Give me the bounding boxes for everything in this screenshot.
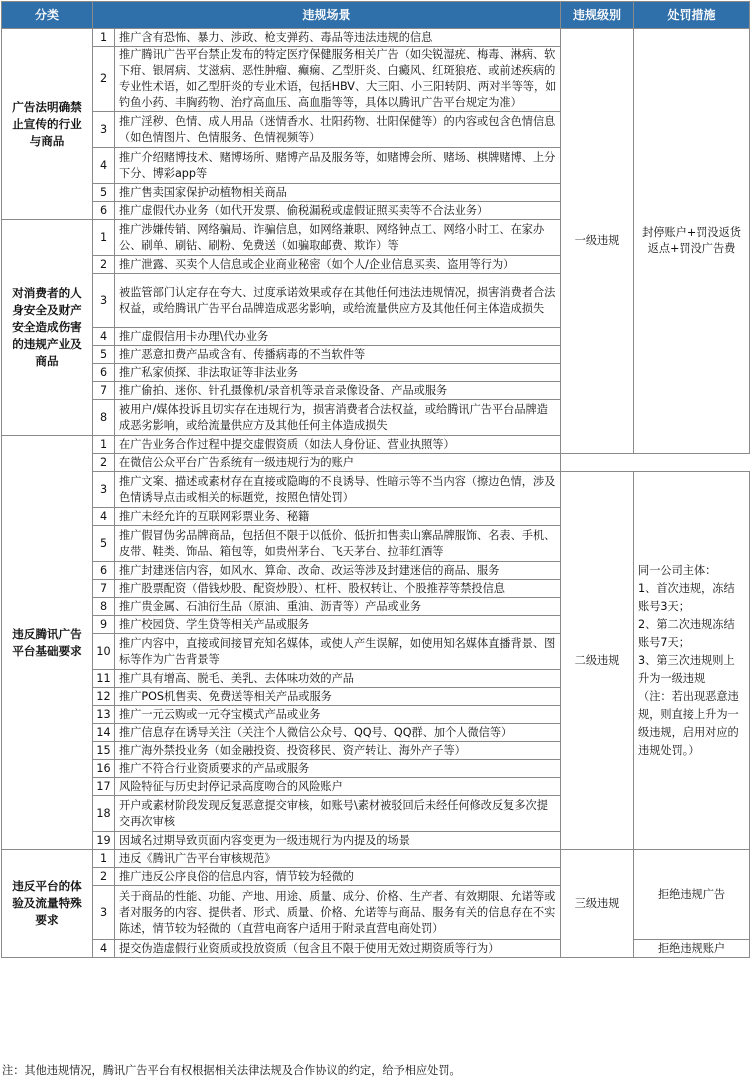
row-number: 19 xyxy=(93,832,115,850)
scenario-cell: 推广虚假代办业务（如代开发票、偷税漏税或虚假证照买卖等不合法业务） xyxy=(115,202,561,220)
row-number: 12 xyxy=(93,688,115,706)
row-number: 3 xyxy=(93,274,115,328)
row-number: 4 xyxy=(93,328,115,346)
row-number: 4 xyxy=(93,940,115,958)
row-number: 2 xyxy=(93,47,115,112)
scenario-cell: 推广虚假信用卡办理\代办业务 xyxy=(115,328,561,346)
scenario-cell: 推广假冒伪劣品牌商品，包括但不限于以低价、低折扣售卖山寨品牌服饰、名表、手机、皮带、鞋类、饰品、箱包等，如贵州茅台、飞天茅台、拉菲红酒等 xyxy=(115,526,561,562)
row-number: 10 xyxy=(93,634,115,670)
row-number: 6 xyxy=(93,364,115,382)
scenario-cell: 开户或素材阶段发现反复恶意提交审核，如账号\素材被驳回后未经任何修改反复多次提交再次审核 xyxy=(115,796,561,832)
table-row xyxy=(2,472,750,508)
penalty-cell: 同一公司主体： 1、首次违规，冻结账号3天； 2、第二次违规冻结账号7天； 3、第三次违规则上升为一级违规 （注：若出现恶意违规，则直接上升为一级违规，启用对应的违规处罚。） xyxy=(634,472,750,850)
category-cell: 对消费者的人身安全及财产安全造成伤害的违规产业及商品 xyxy=(2,220,93,436)
scenario-cell: 因域名过期导致页面内容变更为一级违规行为内提及的场景 xyxy=(115,832,561,850)
table-body xyxy=(2,29,750,958)
category-cell: 违反腾讯广告平台基础要求 xyxy=(2,436,93,850)
scenario-cell: 推广私家侦探、非法取证等非法业务 xyxy=(115,364,561,382)
penalty-cell: 拒绝违规广告 xyxy=(634,850,750,940)
row-number: 8 xyxy=(93,598,115,616)
scenario-cell: 在广告业务合作过程中提交虚假资质（如法人身份证、营业执照等） xyxy=(115,436,561,454)
row-number: 1 xyxy=(93,850,115,868)
row-number: 4 xyxy=(93,508,115,526)
scenario-cell: 在微信公众平台广告系统有一级违规行为的账户 xyxy=(115,454,561,472)
scenario-cell: 推广不符合行业资质要求的产品或服务 xyxy=(115,760,561,778)
scenario-cell: 被监管部门认定存在夸大、过度承诺效果或存在其他任何违法违规情况，损害消费者合法权益，或给腾讯广告平台品牌造成恶劣影响，或给流量供应方及其他任何主体造成损失 xyxy=(115,274,561,328)
scenario-cell: 风险特征与历史封停记录高度吻合的风险账户 xyxy=(115,778,561,796)
scenario-cell: 推广含有恐怖、暴力、涉政、枪支弹药、毒品等违法违规的信息 xyxy=(115,29,561,47)
scenario-cell: 推广封建迷信内容，如风水、算命、改命、改运等涉及封建迷信的商品、服务 xyxy=(115,562,561,580)
scenario-cell: 推广内容中，直接或间接冒充知名媒体，或使人产生误解，如使用知名媒体直播背景、图标等作为广告背景等 xyxy=(115,634,561,670)
row-number: 15 xyxy=(93,742,115,760)
scenario-cell: 推广介绍赌博技术、赌博场所、赌博产品及服务等，如赌博会所、赌场、棋牌赌博、上分下分、博彩app等 xyxy=(115,148,561,184)
row-number: 17 xyxy=(93,778,115,796)
scenario-cell: 推广淫秽、色情、成人用品（迷情香水、壮阳药物、壮阳保健等）的内容或包含色情信息（如色情图片、色情服务、色情视频等） xyxy=(115,112,561,148)
row-number: 7 xyxy=(93,382,115,400)
row-number: 5 xyxy=(93,184,115,202)
row-number: 2 xyxy=(93,454,115,472)
scenario-cell: 推广售卖国家保护动植物相关商品 xyxy=(115,184,561,202)
scenario-cell: 推广违反公序良俗的信息内容，情节较为轻微的 xyxy=(115,868,561,886)
violation-level-cell: 三级违规 xyxy=(561,850,634,958)
scenario-cell: 推广文案、描述或素材存在直接或隐晦的不良诱导、性暗示等不当内容（擦边色情，涉及色情诱导点击或相关的标题党，按照色情处罚） xyxy=(115,472,561,508)
table-header-row xyxy=(2,2,750,29)
scenario-cell: 推广泄露、买卖个人信息或企业商业秘密（如个人/企业信息买卖、盗用等行为） xyxy=(115,256,561,274)
row-number: 16 xyxy=(93,760,115,778)
row-number: 6 xyxy=(93,562,115,580)
violation-level-cell: 一级违规 xyxy=(561,29,634,454)
row-number: 2 xyxy=(93,256,115,274)
header-scenario: 违规场景 xyxy=(93,2,561,29)
row-number: 8 xyxy=(93,400,115,436)
category-cell: 广告法明确禁止宣传的行业与商品 xyxy=(2,29,93,220)
row-number: 11 xyxy=(93,670,115,688)
header-category: 分类 xyxy=(2,2,93,29)
row-number: 3 xyxy=(93,886,115,940)
category-cell: 违反平台的体验及流量特殊要求 xyxy=(2,850,93,958)
row-number: 1 xyxy=(93,436,115,454)
row-number: 4 xyxy=(93,148,115,184)
scenario-cell: 推广信息存在诱导关注（关注个人微信公众号、QQ号、QQ群、加个人微信等） xyxy=(115,724,561,742)
row-number: 3 xyxy=(93,112,115,148)
penalty-cell: 拒绝违规账户 xyxy=(634,940,750,958)
row-number: 18 xyxy=(93,796,115,832)
row-number: 5 xyxy=(93,526,115,562)
scenario-cell: 推广贵金属、石油衍生品（原油、重油、沥青等）产品或业务 xyxy=(115,598,561,616)
scenario-cell: 推广腾讯广告平台禁止发布的特定医疗保健服务相关广告（如尖锐湿疣、梅毒、淋病、软下疳、银屑病、艾滋病、恶性肿瘤、癫痫、乙型肝炎、白癜风、红斑狼疮、或前述疾病的专业性术语，如乙型肝炎的专业术语，包括HBV、大三阳、小三阳转阴、两对半等等，如钓鱼小药、丰胸药物、治疗高血压、高血脂等等，具体以腾讯广告平台规定为准） xyxy=(115,47,561,112)
scenario-cell: 提交伪造虚假行业资质或投放资质（包含且不限于使用无效过期资质等行为） xyxy=(115,940,561,958)
footnote: 注：其他违规情况，腾讯广告平台有权根据相关法律法规及合作协议的约定，给予相应处罚。 xyxy=(2,1064,461,1077)
row-number: 13 xyxy=(93,706,115,724)
scenario-cell: 违反《腾讯广告平台审核规范》 xyxy=(115,850,561,868)
table-row xyxy=(2,29,750,47)
scenario-cell: 推广海外禁投业务（如金融投资、投资移民、资产转让、海外产子等） xyxy=(115,742,561,760)
violation-level-cell: 二级违规 xyxy=(561,472,634,850)
header-penalty: 处罚措施 xyxy=(634,2,750,29)
row-number: 5 xyxy=(93,346,115,364)
scenario-cell: 推广未经允许的互联网彩票业务、秘籍 xyxy=(115,508,561,526)
row-number: 1 xyxy=(93,29,115,47)
scenario-cell: 推广具有增高、脱毛、美乳、去体味功效的产品 xyxy=(115,670,561,688)
header-level: 违规级别 xyxy=(561,2,634,29)
scenario-cell: 推广校园贷、学生贷等相关产品或服务 xyxy=(115,616,561,634)
row-number: 6 xyxy=(93,202,115,220)
scenario-cell: 推广股票配资（借钱炒股、配资炒股）、杠杆、股权转让、个股推荐等禁投信息 xyxy=(115,580,561,598)
violation-table xyxy=(1,1,750,958)
row-number: 7 xyxy=(93,580,115,598)
scenario-cell: 关于商品的性能、功能、产地、用途、质量、成分、价格、生产者、有效期限、允诺等或者对服务的内容、提供者、形式、质量、价格、允诺等与商品、服务有关的信息存在不实陈述，情节较为轻微的（直营电商客户适用于附录直营电商处罚） xyxy=(115,886,561,940)
table-row xyxy=(2,850,750,868)
scenario-cell: 推广恶意扣费产品或含有、传播病毒的不当软件等 xyxy=(115,346,561,364)
scenario-cell: 推广一元云购或一元夺宝模式产品或业务 xyxy=(115,706,561,724)
scenario-cell: 推广偷拍、迷你、针孔摄像机/录音机等录音录像设备、产品或服务 xyxy=(115,382,561,400)
scenario-cell: 推广POS机售卖、免费送等相关产品或服务 xyxy=(115,688,561,706)
table-row xyxy=(2,940,750,958)
row-number: 3 xyxy=(93,472,115,508)
row-number: 9 xyxy=(93,616,115,634)
scenario-cell: 推广涉嫌传销、网络骗局、诈骗信息，如网络兼职、网络钟点工、网络小时工、在家办公、刷单、刷钻、刷粉、免费送（如骗取邮费、欺诈）等 xyxy=(115,220,561,256)
row-number: 1 xyxy=(93,220,115,256)
row-number: 14 xyxy=(93,724,115,742)
penalty-cell: 封停账户+罚没返货返点+罚没广告费 xyxy=(634,29,750,454)
row-number: 2 xyxy=(93,868,115,886)
scenario-cell: 被用户/媒体投诉且切实存在违规行为，损害消费者合法权益，或给腾讯广告平台品牌造成恶劣影响，或给流量供应方及其他任何主体造成损失 xyxy=(115,400,561,436)
table-row xyxy=(2,454,750,472)
